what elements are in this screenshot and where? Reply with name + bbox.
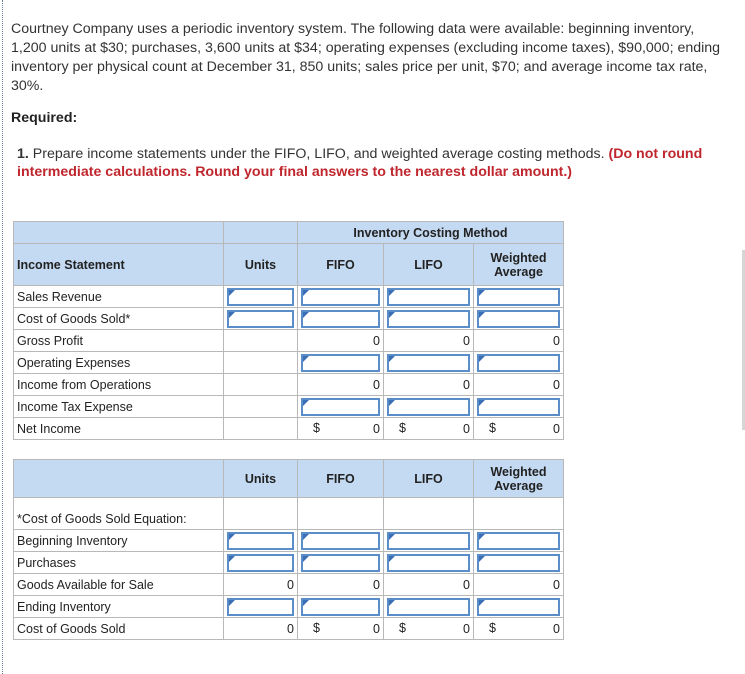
cogs-equation-header: *Cost of Goods Sold Equation: [14, 498, 224, 530]
sales-revenue-lifo-input[interactable] [384, 286, 474, 308]
income-tax-lifo-input[interactable] [384, 396, 474, 418]
instruction-number: 1. [17, 146, 29, 162]
sales-revenue-wa-input[interactable] [474, 286, 564, 308]
cogs-lifo-input[interactable] [384, 308, 474, 330]
cost-of-goods-sold-units-value: 0 [224, 618, 298, 640]
purchases-units-input[interactable] [224, 552, 298, 574]
net-income-wa-value: $ 0 [474, 418, 564, 440]
cogs-units-header: Units [224, 460, 298, 498]
income-from-operations-units-cell [224, 374, 298, 396]
row-label-goods-available: Goods Available for Sale [14, 574, 224, 596]
header-blank [14, 222, 224, 244]
weighted-average-line1: Weighted [490, 250, 547, 265]
row-label-net-income: Net Income [14, 418, 224, 440]
cogs-equation-units-cell [224, 498, 298, 530]
ending-inventory-lifo-input[interactable] [384, 596, 474, 618]
instruction [17, 145, 729, 181]
cogs-lifo-header: LIFO [384, 460, 474, 498]
row-label-cogs: Cost of Goods Sold* [14, 308, 224, 330]
purchases-lifo-input[interactable] [384, 552, 474, 574]
row-label-income-from-operations: Income from Operations [14, 374, 224, 396]
row-label-cost-of-goods-sold: Cost of Goods Sold [14, 618, 224, 640]
units-header: Units [224, 244, 298, 286]
inventory-costing-method-header: Inventory Costing Method [298, 222, 564, 244]
goods-available-fifo-value: 0 [298, 574, 384, 596]
goods-available-lifo-value: 0 [384, 574, 474, 596]
gross-profit-units-cell [224, 330, 298, 352]
purchases-fifo-input[interactable] [298, 552, 384, 574]
operating-expenses-units-cell [224, 352, 298, 374]
header-blank [224, 222, 298, 244]
income-statement-header: Income Statement [14, 244, 224, 286]
operating-expenses-fifo-input[interactable] [298, 352, 384, 374]
instruction-text: Prepare income statements under the FIFO, LIFO, and weighted average costing methods. [28, 146, 609, 162]
dollar-sign: $ [313, 621, 320, 635]
gross-profit-wa-value: 0 [474, 330, 564, 352]
ending-inventory-fifo-input[interactable] [298, 596, 384, 618]
weighted-average-line2: Average [494, 264, 543, 279]
weighted-average-header [474, 244, 564, 286]
cost-of-goods-sold-fifo-value: $ 0 [298, 618, 384, 640]
ending-inventory-wa-input[interactable] [474, 596, 564, 618]
income-from-operations-lifo-value: 0 [384, 374, 474, 396]
cogs-weighted-average-header [474, 460, 564, 498]
income-statement-table [13, 221, 564, 640]
operating-expenses-lifo-input[interactable] [384, 352, 474, 374]
problem-text: Courtney Company uses a periodic inventory system. The following data were available: beginning inventory, 1,200 units at $30; purchases, 3,600 units at $34; operating expenses (excluding income taxes), $90,000; ending inventory per physical count at December 31, 850 units; sales price per unit, $70; and average income tax rate, 30%. [11, 21, 721, 94]
row-label-gross-profit: Gross Profit [14, 330, 224, 352]
cogs-weighted-average-line2: Average [494, 478, 543, 493]
lifo-header: LIFO [384, 244, 474, 286]
income-from-operations-fifo-value: 0 [298, 374, 384, 396]
row-label-purchases: Purchases [14, 552, 224, 574]
sales-revenue-units-input[interactable] [224, 286, 298, 308]
income-from-operations-wa-value: 0 [474, 374, 564, 396]
cost-of-goods-sold-lifo-value: $ 0 [384, 618, 474, 640]
beginning-inventory-units-input[interactable] [224, 530, 298, 552]
purchases-wa-input[interactable] [474, 552, 564, 574]
dollar-sign: $ [489, 421, 496, 435]
cogs-equation-lifo-cell [384, 498, 474, 530]
section-spacer [14, 440, 564, 460]
dollar-sign: $ [313, 421, 320, 435]
net-income-fifo-value: $ 0 [298, 418, 384, 440]
fifo-header: FIFO [298, 244, 384, 286]
cogs-fifo-input[interactable] [298, 308, 384, 330]
cost-of-goods-sold-wa-value: $ 0 [474, 618, 564, 640]
net-income-lifo-value: $ 0 [384, 418, 474, 440]
dollar-sign: $ [399, 621, 406, 635]
dollar-sign: $ [489, 621, 496, 635]
row-label-income-tax-expense: Income Tax Expense [14, 396, 224, 418]
income-tax-wa-input[interactable] [474, 396, 564, 418]
cogs-weighted-average-line1: Weighted [490, 464, 547, 479]
income-tax-units-cell [224, 396, 298, 418]
cogs-fifo-header: FIFO [298, 460, 384, 498]
dollar-sign: $ [399, 421, 406, 435]
left-dotted-rule [2, 0, 3, 674]
net-income-units-cell [224, 418, 298, 440]
beginning-inventory-lifo-input[interactable] [384, 530, 474, 552]
beginning-inventory-fifo-input[interactable] [298, 530, 384, 552]
sales-revenue-fifo-input[interactable] [298, 286, 384, 308]
cogs-equation-fifo-cell [298, 498, 384, 530]
operating-expenses-wa-input[interactable] [474, 352, 564, 374]
gross-profit-lifo-value: 0 [384, 330, 474, 352]
instruction-note: (Do not round intermediate calculations. Round your final answers to the nearest dollar amount.) [17, 146, 703, 180]
gross-profit-fifo-value: 0 [298, 330, 384, 352]
goods-available-units-value: 0 [224, 574, 298, 596]
income-tax-fifo-input[interactable] [298, 396, 384, 418]
row-label-operating-expenses: Operating Expenses [14, 352, 224, 374]
beginning-inventory-wa-input[interactable] [474, 530, 564, 552]
row-label-beginning-inventory: Beginning Inventory [14, 530, 224, 552]
row-label-sales-revenue: Sales Revenue [14, 286, 224, 308]
cogs-header-blank [14, 460, 224, 498]
cogs-equation-wa-cell [474, 498, 564, 530]
cogs-units-input[interactable] [224, 308, 298, 330]
row-label-ending-inventory: Ending Inventory [14, 596, 224, 618]
ending-inventory-units-input[interactable] [224, 596, 298, 618]
required-label: Required: [11, 110, 78, 126]
goods-available-wa-value: 0 [474, 574, 564, 596]
cogs-wa-input[interactable] [474, 308, 564, 330]
